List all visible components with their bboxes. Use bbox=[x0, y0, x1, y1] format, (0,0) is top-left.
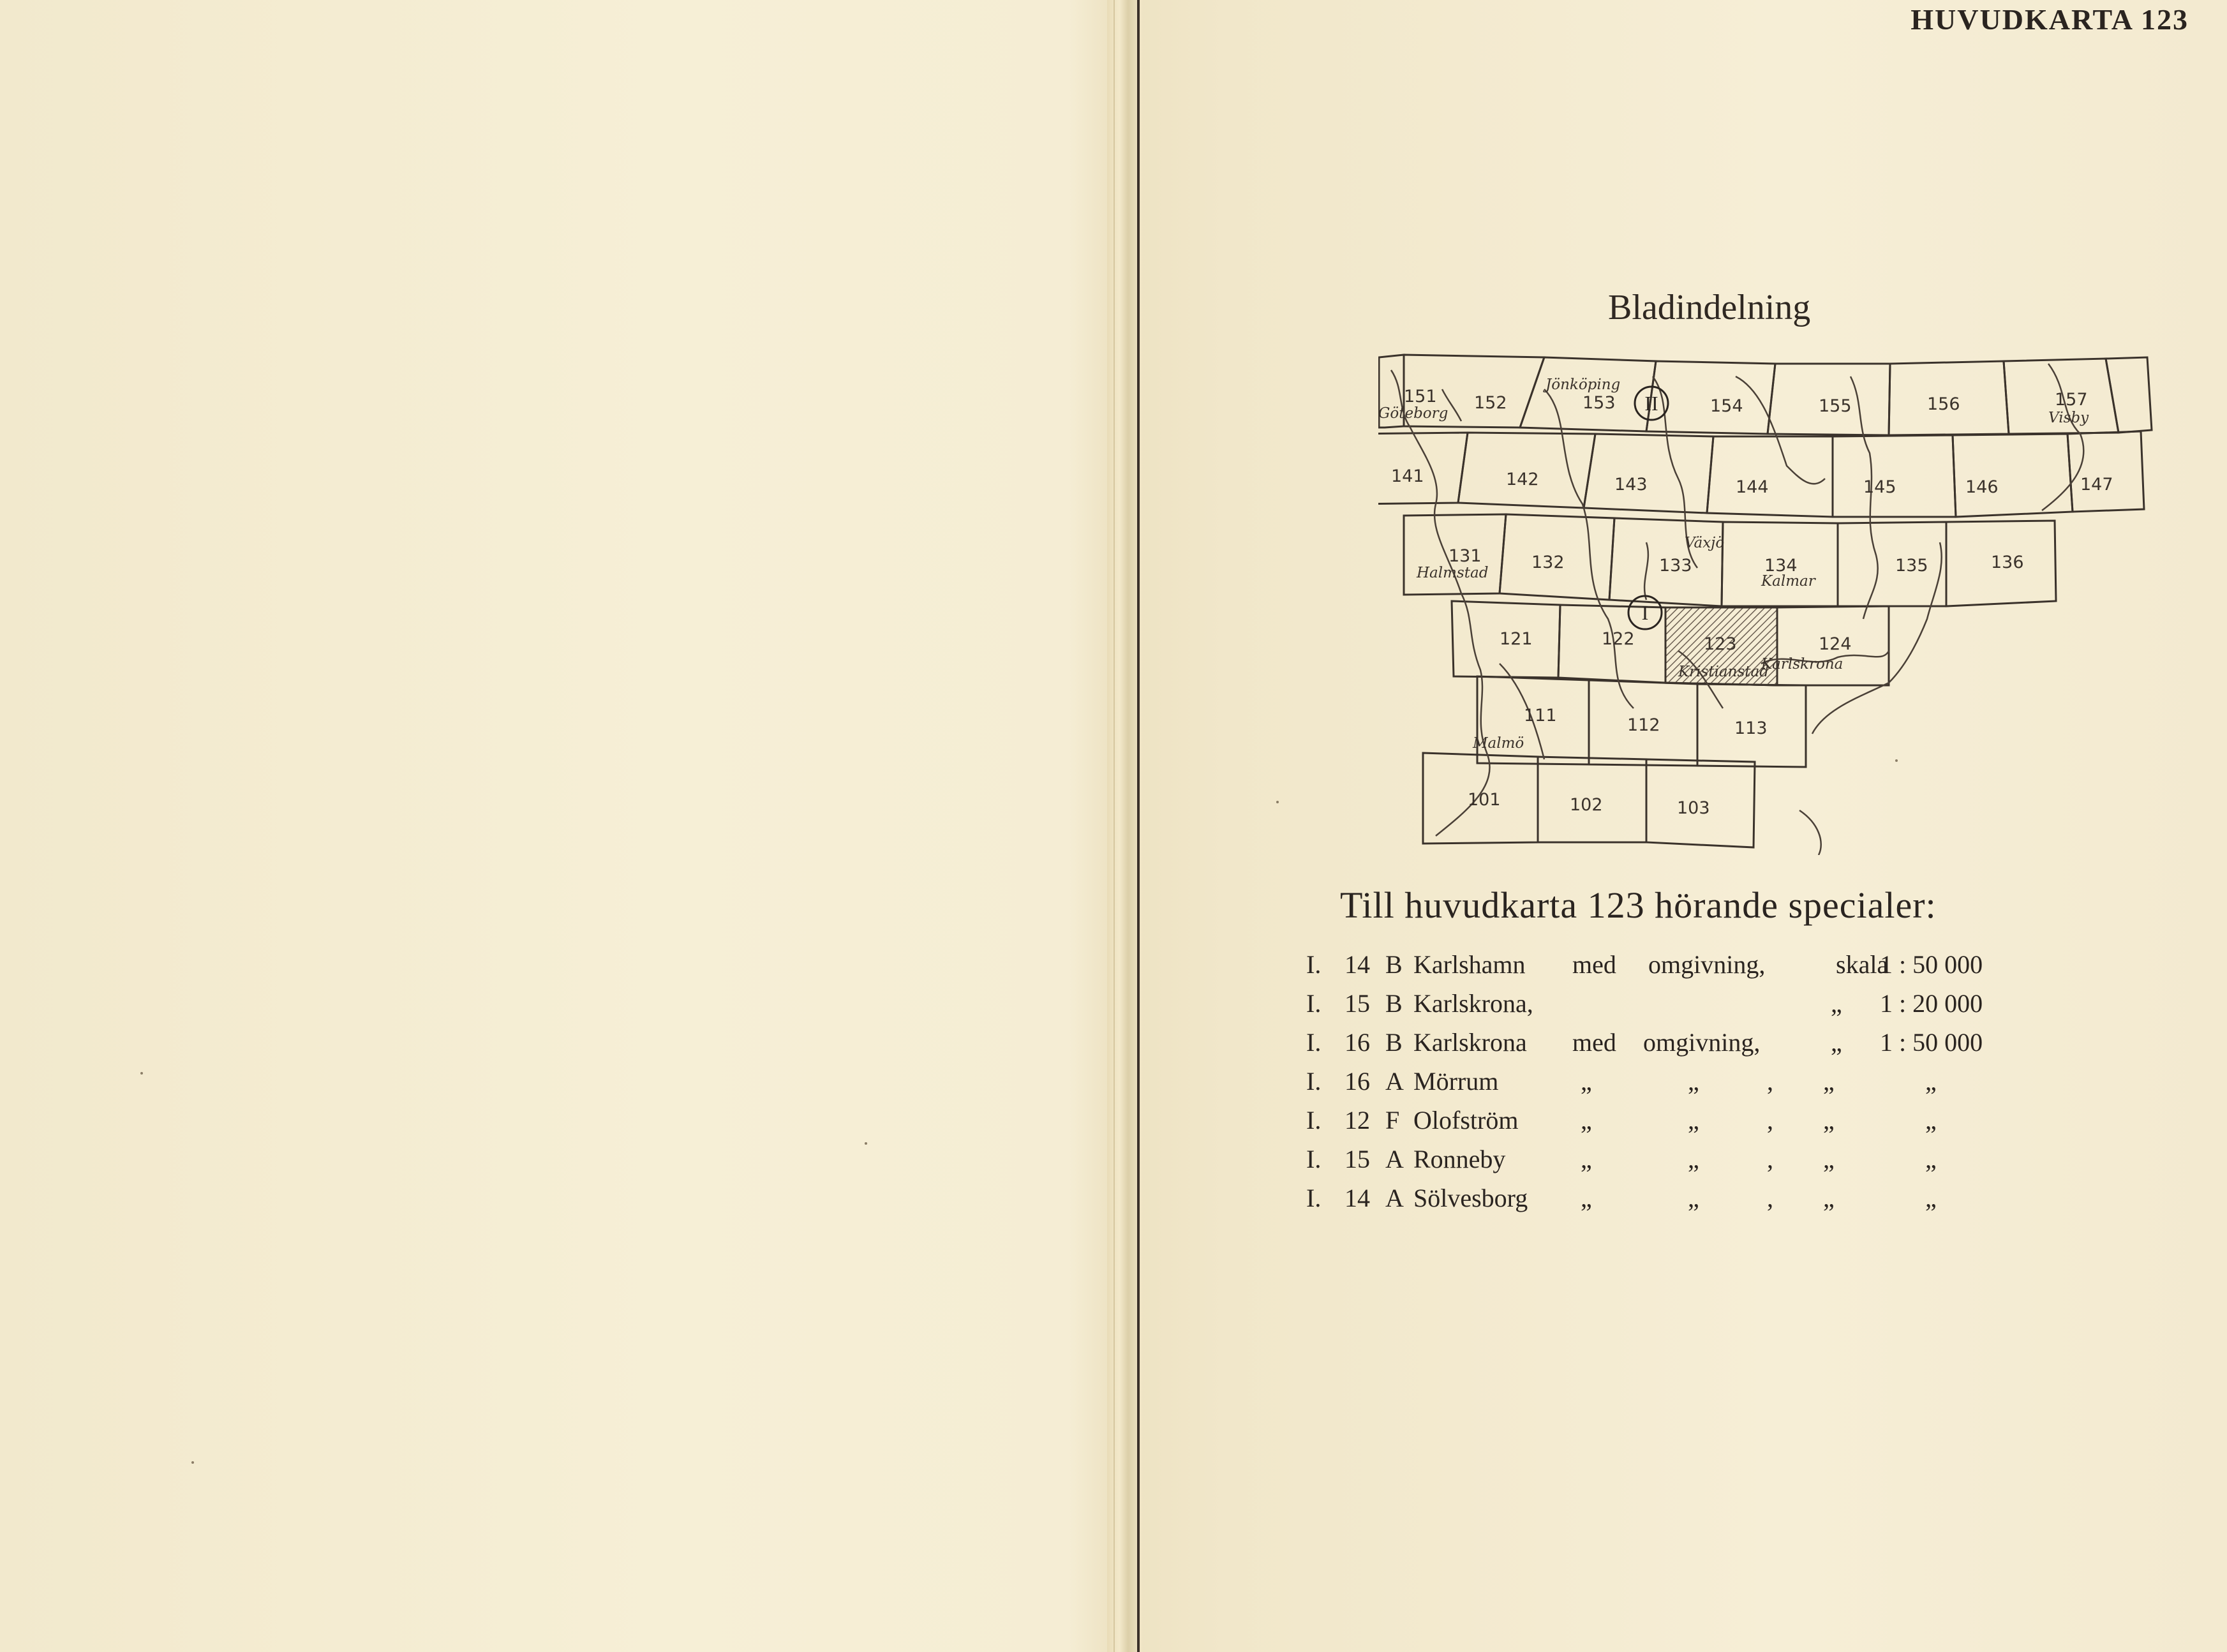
place-label-halmstad: Halmstad bbox=[1417, 565, 1489, 581]
running-head: HUVUDKARTA 123 bbox=[1910, 3, 2189, 36]
row-scale: 1 : 50 000 bbox=[1880, 950, 1983, 979]
row-ditto: „ bbox=[1925, 1145, 1937, 1173]
row-ditto: „ bbox=[1581, 1184, 1592, 1212]
row-letter: A bbox=[1385, 1067, 1404, 1096]
map-title: Bladindelning bbox=[1608, 288, 1811, 327]
sheet-label: 145 bbox=[1863, 477, 1896, 497]
sheet-label: 124 bbox=[1819, 634, 1852, 654]
sheet-label: 156 bbox=[1927, 394, 1960, 414]
row-ditto: „ bbox=[1688, 1106, 1699, 1135]
specials-heading: Till huvudkarta 123 hörande specialer: bbox=[1340, 884, 1937, 926]
row-ditto: „ bbox=[1581, 1067, 1592, 1096]
place-label-malmo: Malmö bbox=[1473, 735, 1524, 752]
sheet-label: 113 bbox=[1734, 718, 1768, 738]
row-number: 14 bbox=[1344, 950, 1370, 979]
row-number: 16 bbox=[1344, 1067, 1370, 1096]
row-ditto: „ bbox=[1581, 1106, 1592, 1135]
sheet-label: 135 bbox=[1895, 556, 1928, 576]
sheet-label: 151 bbox=[1404, 387, 1437, 406]
circle-i-label: I bbox=[1641, 601, 1649, 624]
sheet-label: 154 bbox=[1710, 396, 1743, 416]
sheet-label: 143 bbox=[1614, 475, 1648, 495]
row-name: Karlskrona bbox=[1413, 1028, 1527, 1057]
sheet-label: 134 bbox=[1764, 556, 1798, 576]
sheet-label: 136 bbox=[1991, 553, 2024, 572]
row-series: I. bbox=[1306, 989, 1322, 1018]
row-letter: A bbox=[1385, 1184, 1404, 1212]
row-letter: B bbox=[1385, 950, 1403, 979]
sheet-label: 157 bbox=[2055, 390, 2088, 410]
sheet-label: 111 bbox=[1524, 706, 1557, 726]
place-label-kalmar: Kalmar bbox=[1761, 573, 1815, 590]
row-letter: B bbox=[1385, 989, 1403, 1018]
row-comma: , bbox=[1767, 1067, 1773, 1096]
gutter-edge bbox=[1137, 0, 1140, 1652]
sheet-grid bbox=[1378, 355, 2152, 847]
row-ditto: „ bbox=[1688, 1145, 1699, 1173]
circle-ii-label: II bbox=[1644, 392, 1658, 415]
row-series: I. bbox=[1306, 1184, 1322, 1212]
index-map-svg bbox=[1378, 351, 2182, 855]
row-letter: B bbox=[1385, 1028, 1403, 1057]
row-ditto: „ bbox=[1823, 1067, 1835, 1096]
place-label-vaxjo: Växjö bbox=[1685, 535, 1725, 551]
row-name: Mörrum bbox=[1413, 1067, 1499, 1096]
sheet-label: 112 bbox=[1627, 715, 1660, 735]
left-page-blank bbox=[0, 0, 1107, 1652]
sheet-label: 152 bbox=[1474, 393, 1507, 413]
row-comma: , bbox=[1767, 1145, 1773, 1173]
place-label-visby: Visby bbox=[2048, 410, 2089, 426]
row-name: Karlshamn bbox=[1413, 950, 1526, 979]
row-ditto: „ bbox=[1581, 1145, 1592, 1173]
row-series: I. bbox=[1306, 1145, 1322, 1173]
sheet-label: 132 bbox=[1531, 553, 1565, 572]
row-ditto: „ bbox=[1823, 1184, 1835, 1212]
row-number: 14 bbox=[1344, 1184, 1370, 1212]
row-scale: 1 : 50 000 bbox=[1880, 1028, 1983, 1057]
sheet-label: 102 bbox=[1570, 795, 1603, 815]
row-med: med bbox=[1572, 1028, 1616, 1057]
sheet-label: 123 bbox=[1704, 634, 1737, 654]
row-ditto: „ bbox=[1925, 1106, 1937, 1135]
sheet-label: 133 bbox=[1659, 556, 1692, 576]
row-ditto: „ bbox=[1925, 1184, 1937, 1212]
paper-speck bbox=[140, 1072, 143, 1075]
row-number: 12 bbox=[1344, 1106, 1370, 1135]
row-comma: , bbox=[1767, 1184, 1773, 1212]
sheet-label: 141 bbox=[1391, 466, 1424, 486]
sheet-label: 153 bbox=[1583, 393, 1616, 413]
sheet-label: 146 bbox=[1965, 477, 1999, 497]
sheet-label: 103 bbox=[1677, 798, 1710, 818]
row-series: I. bbox=[1306, 1067, 1322, 1096]
place-label-goteborg: Göteborg bbox=[1378, 405, 1449, 422]
row-ditto: „ bbox=[1823, 1106, 1835, 1135]
row-name: Olofström bbox=[1413, 1106, 1519, 1135]
paper-speck bbox=[865, 1142, 867, 1145]
right-page bbox=[1142, 0, 2227, 1652]
sheet-label: 155 bbox=[1819, 396, 1852, 416]
row-series: I. bbox=[1306, 1028, 1322, 1057]
paper-speck bbox=[191, 1461, 194, 1464]
sheet-label: 131 bbox=[1449, 546, 1482, 566]
place-label-karlskrona: Karlskrona bbox=[1761, 656, 1843, 673]
row-name: Sölvesborg bbox=[1413, 1184, 1528, 1212]
sheet-label: 147 bbox=[2080, 475, 2113, 495]
row-omgivning: omgivning, bbox=[1643, 1028, 1761, 1057]
paper-speck bbox=[1895, 759, 1898, 762]
row-ditto: „ bbox=[1823, 1145, 1835, 1173]
row-ditto: „ bbox=[1925, 1067, 1937, 1096]
row-name: Karlskrona, bbox=[1413, 989, 1533, 1018]
row-letter: A bbox=[1385, 1145, 1404, 1173]
row-name: Ronneby bbox=[1413, 1145, 1506, 1173]
row-ditto: „ bbox=[1688, 1067, 1699, 1096]
place-label-jonkoping: Jönköping bbox=[1545, 376, 1621, 393]
sheet-label: 122 bbox=[1602, 629, 1635, 649]
gutter-crease bbox=[1114, 0, 1115, 1652]
row-comma: , bbox=[1767, 1106, 1773, 1135]
place-label-kristianstad: Kristianstad bbox=[1678, 664, 1769, 680]
row-series: I. bbox=[1306, 1106, 1322, 1135]
row-med: med bbox=[1572, 950, 1616, 979]
row-number: 15 bbox=[1344, 989, 1370, 1018]
row-ditto: „ bbox=[1831, 1028, 1842, 1057]
sheet-label: 142 bbox=[1506, 470, 1539, 489]
row-ditto: „ bbox=[1831, 989, 1842, 1018]
row-number: 16 bbox=[1344, 1028, 1370, 1057]
paper-speck bbox=[1276, 801, 1279, 803]
row-series: I. bbox=[1306, 950, 1322, 979]
row-ditto: „ bbox=[1688, 1184, 1699, 1212]
index-map bbox=[1378, 351, 2182, 855]
sheet-label: 144 bbox=[1736, 477, 1769, 497]
sheet-label: 101 bbox=[1468, 790, 1501, 810]
row-omgivning: omgivning, bbox=[1648, 950, 1766, 979]
row-letter: F bbox=[1385, 1106, 1400, 1135]
sheet-label: 121 bbox=[1500, 629, 1533, 649]
row-number: 15 bbox=[1344, 1145, 1370, 1173]
row-scale: 1 : 20 000 bbox=[1880, 989, 1983, 1018]
row-skala: skala bbox=[1836, 950, 1889, 979]
